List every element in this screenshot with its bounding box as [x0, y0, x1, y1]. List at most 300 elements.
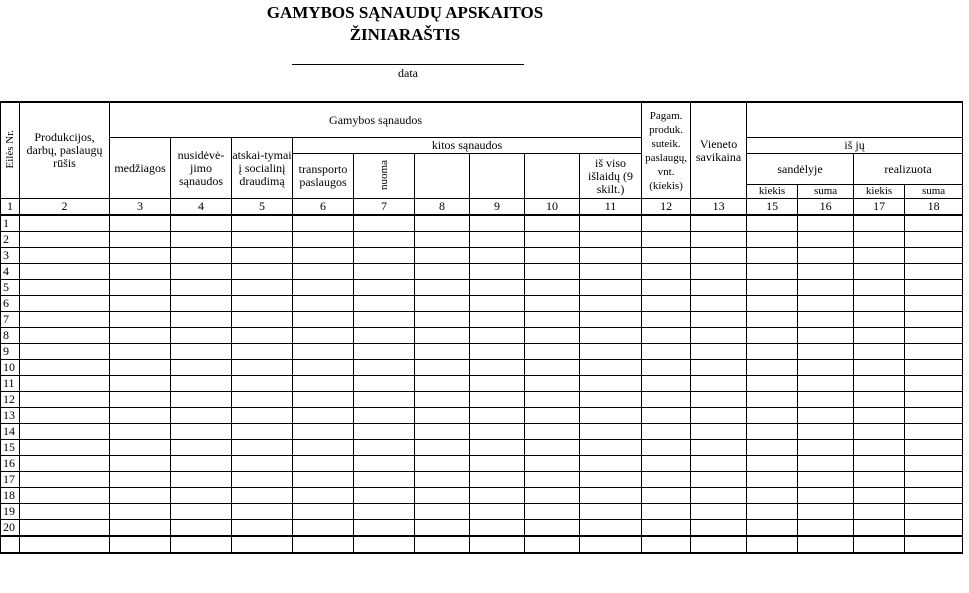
- total-cell[interactable]: [580, 536, 642, 553]
- table-cell[interactable]: [580, 280, 642, 296]
- table-cell[interactable]: [854, 248, 905, 264]
- table-cell[interactable]: [642, 312, 691, 328]
- table-cell[interactable]: [354, 456, 415, 472]
- table-cell[interactable]: [470, 472, 525, 488]
- table-cell[interactable]: [747, 520, 798, 537]
- table-cell[interactable]: [110, 376, 171, 392]
- table-cell[interactable]: [691, 488, 747, 504]
- table-cell[interactable]: [798, 376, 854, 392]
- table-cell[interactable]: [171, 328, 232, 344]
- table-cell[interactable]: [525, 264, 580, 280]
- total-cell[interactable]: [747, 536, 798, 553]
- table-cell[interactable]: [691, 328, 747, 344]
- table-cell[interactable]: [525, 296, 580, 312]
- table-cell[interactable]: [232, 328, 293, 344]
- table-cell[interactable]: [525, 232, 580, 248]
- table-cell[interactable]: [747, 504, 798, 520]
- table-cell[interactable]: [747, 392, 798, 408]
- table-cell[interactable]: [293, 424, 354, 440]
- table-cell[interactable]: [415, 248, 470, 264]
- table-cell[interactable]: [171, 264, 232, 280]
- table-cell[interactable]: [470, 344, 525, 360]
- table-cell[interactable]: [580, 312, 642, 328]
- table-cell[interactable]: [854, 440, 905, 456]
- table-cell[interactable]: [232, 424, 293, 440]
- table-cell[interactable]: [20, 520, 110, 537]
- table-cell[interactable]: [525, 440, 580, 456]
- table-cell[interactable]: [354, 520, 415, 537]
- table-cell[interactable]: [232, 408, 293, 424]
- total-cell[interactable]: [415, 536, 470, 553]
- table-cell[interactable]: [798, 520, 854, 537]
- table-cell[interactable]: [232, 248, 293, 264]
- table-cell[interactable]: [20, 392, 110, 408]
- table-cell[interactable]: [415, 344, 470, 360]
- table-cell[interactable]: [293, 344, 354, 360]
- table-cell[interactable]: [580, 424, 642, 440]
- table-cell[interactable]: [110, 264, 171, 280]
- table-cell[interactable]: [20, 264, 110, 280]
- table-cell[interactable]: [905, 408, 963, 424]
- table-cell[interactable]: [415, 280, 470, 296]
- table-cell[interactable]: [415, 215, 470, 232]
- table-cell[interactable]: [293, 440, 354, 456]
- total-cell[interactable]: [470, 536, 525, 553]
- table-cell[interactable]: [354, 215, 415, 232]
- table-cell[interactable]: [798, 456, 854, 472]
- table-cell[interactable]: [642, 360, 691, 376]
- table-cell[interactable]: [905, 424, 963, 440]
- total-cell[interactable]: [232, 536, 293, 553]
- table-cell[interactable]: [232, 440, 293, 456]
- table-cell[interactable]: [293, 232, 354, 248]
- table-cell[interactable]: [110, 232, 171, 248]
- table-cell[interactable]: [580, 215, 642, 232]
- table-cell[interactable]: [798, 408, 854, 424]
- table-cell[interactable]: [20, 296, 110, 312]
- table-cell[interactable]: [798, 248, 854, 264]
- table-cell[interactable]: [798, 360, 854, 376]
- table-cell[interactable]: [110, 344, 171, 360]
- table-cell[interactable]: [854, 408, 905, 424]
- total-cell[interactable]: [171, 536, 232, 553]
- table-cell[interactable]: [854, 472, 905, 488]
- table-cell[interactable]: [642, 264, 691, 280]
- table-cell[interactable]: [580, 360, 642, 376]
- table-cell[interactable]: [470, 424, 525, 440]
- table-cell[interactable]: [415, 376, 470, 392]
- table-cell[interactable]: [171, 248, 232, 264]
- table-cell[interactable]: [110, 520, 171, 537]
- table-cell[interactable]: [470, 215, 525, 232]
- table-cell[interactable]: [905, 232, 963, 248]
- table-cell[interactable]: [905, 456, 963, 472]
- table-cell[interactable]: [642, 344, 691, 360]
- table-cell[interactable]: [232, 215, 293, 232]
- table-cell[interactable]: [798, 215, 854, 232]
- table-cell[interactable]: [293, 215, 354, 232]
- total-cell[interactable]: [354, 536, 415, 553]
- table-cell[interactable]: [854, 328, 905, 344]
- table-cell[interactable]: [691, 392, 747, 408]
- table-cell[interactable]: [232, 232, 293, 248]
- total-cell[interactable]: [642, 536, 691, 553]
- table-cell[interactable]: [110, 456, 171, 472]
- table-cell[interactable]: [470, 504, 525, 520]
- table-cell[interactable]: [232, 456, 293, 472]
- table-cell[interactable]: [20, 280, 110, 296]
- table-cell[interactable]: [415, 424, 470, 440]
- table-cell[interactable]: [580, 264, 642, 280]
- table-cell[interactable]: [580, 376, 642, 392]
- table-cell[interactable]: [470, 328, 525, 344]
- table-cell[interactable]: [171, 376, 232, 392]
- table-cell[interactable]: [854, 520, 905, 537]
- table-cell[interactable]: [525, 215, 580, 232]
- table-cell[interactable]: [470, 232, 525, 248]
- total-cell[interactable]: [293, 536, 354, 553]
- table-cell[interactable]: [110, 215, 171, 232]
- table-cell[interactable]: [905, 472, 963, 488]
- table-cell[interactable]: [691, 296, 747, 312]
- table-cell[interactable]: [580, 520, 642, 537]
- table-cell[interactable]: [20, 440, 110, 456]
- table-cell[interactable]: [691, 520, 747, 537]
- table-cell[interactable]: [854, 376, 905, 392]
- table-cell[interactable]: [642, 424, 691, 440]
- table-cell[interactable]: [747, 328, 798, 344]
- table-cell[interactable]: [293, 360, 354, 376]
- table-cell[interactable]: [747, 456, 798, 472]
- table-cell[interactable]: [293, 264, 354, 280]
- table-cell[interactable]: [354, 424, 415, 440]
- table-cell[interactable]: [905, 344, 963, 360]
- table-cell[interactable]: [747, 248, 798, 264]
- table-cell[interactable]: [580, 440, 642, 456]
- table-cell[interactable]: [293, 408, 354, 424]
- table-cell[interactable]: [642, 392, 691, 408]
- table-cell[interactable]: [354, 440, 415, 456]
- table-cell[interactable]: [798, 264, 854, 280]
- table-cell[interactable]: [293, 312, 354, 328]
- table-cell[interactable]: [171, 360, 232, 376]
- table-cell[interactable]: [642, 408, 691, 424]
- table-cell[interactable]: [171, 392, 232, 408]
- table-cell[interactable]: [171, 312, 232, 328]
- table-cell[interactable]: [293, 392, 354, 408]
- table-cell[interactable]: [354, 344, 415, 360]
- table-cell[interactable]: [232, 488, 293, 504]
- table-cell[interactable]: [747, 280, 798, 296]
- table-cell[interactable]: [171, 504, 232, 520]
- table-cell[interactable]: [354, 328, 415, 344]
- table-cell[interactable]: [798, 440, 854, 456]
- table-cell[interactable]: [580, 344, 642, 360]
- table-cell[interactable]: [691, 344, 747, 360]
- table-cell[interactable]: [470, 248, 525, 264]
- total-cell[interactable]: [798, 536, 854, 553]
- table-cell[interactable]: [415, 456, 470, 472]
- table-cell[interactable]: [747, 408, 798, 424]
- table-cell[interactable]: [854, 232, 905, 248]
- table-cell[interactable]: [354, 264, 415, 280]
- table-cell[interactable]: [747, 296, 798, 312]
- table-cell[interactable]: [415, 520, 470, 537]
- table-cell[interactable]: [905, 280, 963, 296]
- table-cell[interactable]: [642, 376, 691, 392]
- table-cell[interactable]: [232, 344, 293, 360]
- total-cell[interactable]: [110, 536, 171, 553]
- table-cell[interactable]: [905, 296, 963, 312]
- table-cell[interactable]: [747, 472, 798, 488]
- table-cell[interactable]: [110, 328, 171, 344]
- table-cell[interactable]: [854, 424, 905, 440]
- table-cell[interactable]: [580, 488, 642, 504]
- table-cell[interactable]: [293, 328, 354, 344]
- table-cell[interactable]: [232, 504, 293, 520]
- table-cell[interactable]: [470, 440, 525, 456]
- table-cell[interactable]: [580, 232, 642, 248]
- table-cell[interactable]: [580, 296, 642, 312]
- table-cell[interactable]: [642, 520, 691, 537]
- table-cell[interactable]: [905, 264, 963, 280]
- table-cell[interactable]: [580, 248, 642, 264]
- table-cell[interactable]: [854, 360, 905, 376]
- table-cell[interactable]: [470, 456, 525, 472]
- table-cell[interactable]: [470, 360, 525, 376]
- table-cell[interactable]: [854, 215, 905, 232]
- table-cell[interactable]: [171, 424, 232, 440]
- table-cell[interactable]: [854, 488, 905, 504]
- table-cell[interactable]: [525, 392, 580, 408]
- table-cell[interactable]: [232, 296, 293, 312]
- table-cell[interactable]: [642, 296, 691, 312]
- table-cell[interactable]: [905, 440, 963, 456]
- table-cell[interactable]: [691, 472, 747, 488]
- table-cell[interactable]: [20, 215, 110, 232]
- date-line[interactable]: [292, 64, 524, 65]
- table-cell[interactable]: [171, 520, 232, 537]
- table-cell[interactable]: [470, 296, 525, 312]
- table-cell[interactable]: [171, 472, 232, 488]
- table-cell[interactable]: [232, 312, 293, 328]
- table-cell[interactable]: [525, 424, 580, 440]
- table-cell[interactable]: [415, 440, 470, 456]
- table-cell[interactable]: [691, 280, 747, 296]
- table-cell[interactable]: [415, 408, 470, 424]
- table-cell[interactable]: [354, 248, 415, 264]
- table-cell[interactable]: [905, 360, 963, 376]
- table-cell[interactable]: [293, 248, 354, 264]
- table-cell[interactable]: [747, 360, 798, 376]
- table-cell[interactable]: [110, 440, 171, 456]
- table-cell[interactable]: [415, 392, 470, 408]
- table-cell[interactable]: [20, 248, 110, 264]
- table-cell[interactable]: [905, 312, 963, 328]
- table-cell[interactable]: [525, 488, 580, 504]
- table-cell[interactable]: [110, 424, 171, 440]
- table-cell[interactable]: [110, 392, 171, 408]
- table-cell[interactable]: [642, 472, 691, 488]
- table-cell[interactable]: [293, 472, 354, 488]
- table-cell[interactable]: [232, 392, 293, 408]
- table-cell[interactable]: [293, 504, 354, 520]
- table-cell[interactable]: [642, 456, 691, 472]
- table-cell[interactable]: [691, 215, 747, 232]
- table-cell[interactable]: [642, 248, 691, 264]
- table-cell[interactable]: [854, 280, 905, 296]
- table-cell[interactable]: [798, 232, 854, 248]
- total-cell[interactable]: [691, 536, 747, 553]
- table-cell[interactable]: [293, 296, 354, 312]
- table-cell[interactable]: [691, 360, 747, 376]
- table-cell[interactable]: [691, 456, 747, 472]
- table-cell[interactable]: [110, 312, 171, 328]
- table-cell[interactable]: [525, 248, 580, 264]
- total-cell[interactable]: [854, 536, 905, 553]
- table-cell[interactable]: [20, 472, 110, 488]
- table-cell[interactable]: [171, 215, 232, 232]
- table-cell[interactable]: [470, 312, 525, 328]
- total-cell[interactable]: [905, 536, 963, 553]
- table-cell[interactable]: [293, 488, 354, 504]
- table-cell[interactable]: [415, 504, 470, 520]
- table-cell[interactable]: [110, 360, 171, 376]
- table-cell[interactable]: [232, 472, 293, 488]
- table-cell[interactable]: [798, 472, 854, 488]
- table-cell[interactable]: [110, 488, 171, 504]
- table-cell[interactable]: [20, 232, 110, 248]
- table-cell[interactable]: [354, 376, 415, 392]
- table-cell[interactable]: [525, 344, 580, 360]
- table-cell[interactable]: [525, 360, 580, 376]
- table-cell[interactable]: [747, 312, 798, 328]
- table-cell[interactable]: [293, 520, 354, 537]
- table-cell[interactable]: [642, 215, 691, 232]
- table-cell[interactable]: [415, 312, 470, 328]
- table-cell[interactable]: [798, 488, 854, 504]
- table-cell[interactable]: [691, 232, 747, 248]
- table-cell[interactable]: [747, 215, 798, 232]
- table-cell[interactable]: [525, 408, 580, 424]
- table-cell[interactable]: [354, 360, 415, 376]
- table-cell[interactable]: [798, 424, 854, 440]
- table-cell[interactable]: [470, 392, 525, 408]
- table-cell[interactable]: [415, 328, 470, 344]
- table-cell[interactable]: [691, 312, 747, 328]
- table-cell[interactable]: [354, 408, 415, 424]
- table-cell[interactable]: [110, 472, 171, 488]
- table-cell[interactable]: [20, 312, 110, 328]
- table-cell[interactable]: [642, 328, 691, 344]
- table-cell[interactable]: [525, 328, 580, 344]
- table-cell[interactable]: [691, 376, 747, 392]
- table-cell[interactable]: [171, 440, 232, 456]
- table-cell[interactable]: [354, 232, 415, 248]
- table-cell[interactable]: [470, 280, 525, 296]
- table-cell[interactable]: [580, 472, 642, 488]
- table-cell[interactable]: [798, 504, 854, 520]
- table-cell[interactable]: [354, 488, 415, 504]
- table-cell[interactable]: [20, 376, 110, 392]
- table-cell[interactable]: [171, 280, 232, 296]
- table-cell[interactable]: [470, 488, 525, 504]
- table-cell[interactable]: [747, 440, 798, 456]
- table-cell[interactable]: [905, 328, 963, 344]
- total-cell[interactable]: [525, 536, 580, 553]
- table-cell[interactable]: [110, 408, 171, 424]
- table-cell[interactable]: [525, 456, 580, 472]
- table-cell[interactable]: [580, 328, 642, 344]
- table-cell[interactable]: [854, 456, 905, 472]
- table-cell[interactable]: [691, 264, 747, 280]
- table-cell[interactable]: [854, 344, 905, 360]
- table-cell[interactable]: [470, 520, 525, 537]
- table-cell[interactable]: [642, 488, 691, 504]
- table-cell[interactable]: [415, 264, 470, 280]
- table-cell[interactable]: [747, 488, 798, 504]
- table-cell[interactable]: [110, 280, 171, 296]
- table-cell[interactable]: [20, 488, 110, 504]
- table-cell[interactable]: [525, 472, 580, 488]
- table-cell[interactable]: [525, 520, 580, 537]
- table-cell[interactable]: [354, 280, 415, 296]
- table-cell[interactable]: [905, 248, 963, 264]
- table-cell[interactable]: [20, 360, 110, 376]
- table-cell[interactable]: [905, 392, 963, 408]
- table-cell[interactable]: [470, 376, 525, 392]
- table-cell[interactable]: [798, 392, 854, 408]
- table-cell[interactable]: [747, 264, 798, 280]
- table-cell[interactable]: [580, 504, 642, 520]
- table-cell[interactable]: [642, 440, 691, 456]
- table-cell[interactable]: [525, 376, 580, 392]
- table-cell[interactable]: [580, 392, 642, 408]
- table-cell[interactable]: [905, 520, 963, 537]
- table-cell[interactable]: [525, 504, 580, 520]
- table-cell[interactable]: [905, 376, 963, 392]
- table-cell[interactable]: [691, 440, 747, 456]
- table-cell[interactable]: [415, 472, 470, 488]
- table-cell[interactable]: [525, 312, 580, 328]
- table-cell[interactable]: [798, 280, 854, 296]
- total-cell[interactable]: [20, 536, 110, 553]
- table-cell[interactable]: [415, 296, 470, 312]
- table-cell[interactable]: [415, 360, 470, 376]
- table-cell[interactable]: [20, 456, 110, 472]
- table-cell[interactable]: [110, 296, 171, 312]
- table-cell[interactable]: [232, 520, 293, 537]
- table-cell[interactable]: [354, 312, 415, 328]
- table-cell[interactable]: [20, 328, 110, 344]
- table-cell[interactable]: [20, 408, 110, 424]
- table-cell[interactable]: [642, 280, 691, 296]
- table-cell[interactable]: [691, 248, 747, 264]
- table-cell[interactable]: [580, 456, 642, 472]
- table-cell[interactable]: [905, 504, 963, 520]
- table-cell[interactable]: [20, 344, 110, 360]
- table-cell[interactable]: [905, 488, 963, 504]
- table-cell[interactable]: [110, 248, 171, 264]
- table-cell[interactable]: [747, 344, 798, 360]
- table-cell[interactable]: [20, 504, 110, 520]
- table-cell[interactable]: [854, 504, 905, 520]
- table-cell[interactable]: [798, 344, 854, 360]
- table-cell[interactable]: [171, 232, 232, 248]
- table-cell[interactable]: [354, 504, 415, 520]
- table-cell[interactable]: [293, 280, 354, 296]
- table-cell[interactable]: [415, 232, 470, 248]
